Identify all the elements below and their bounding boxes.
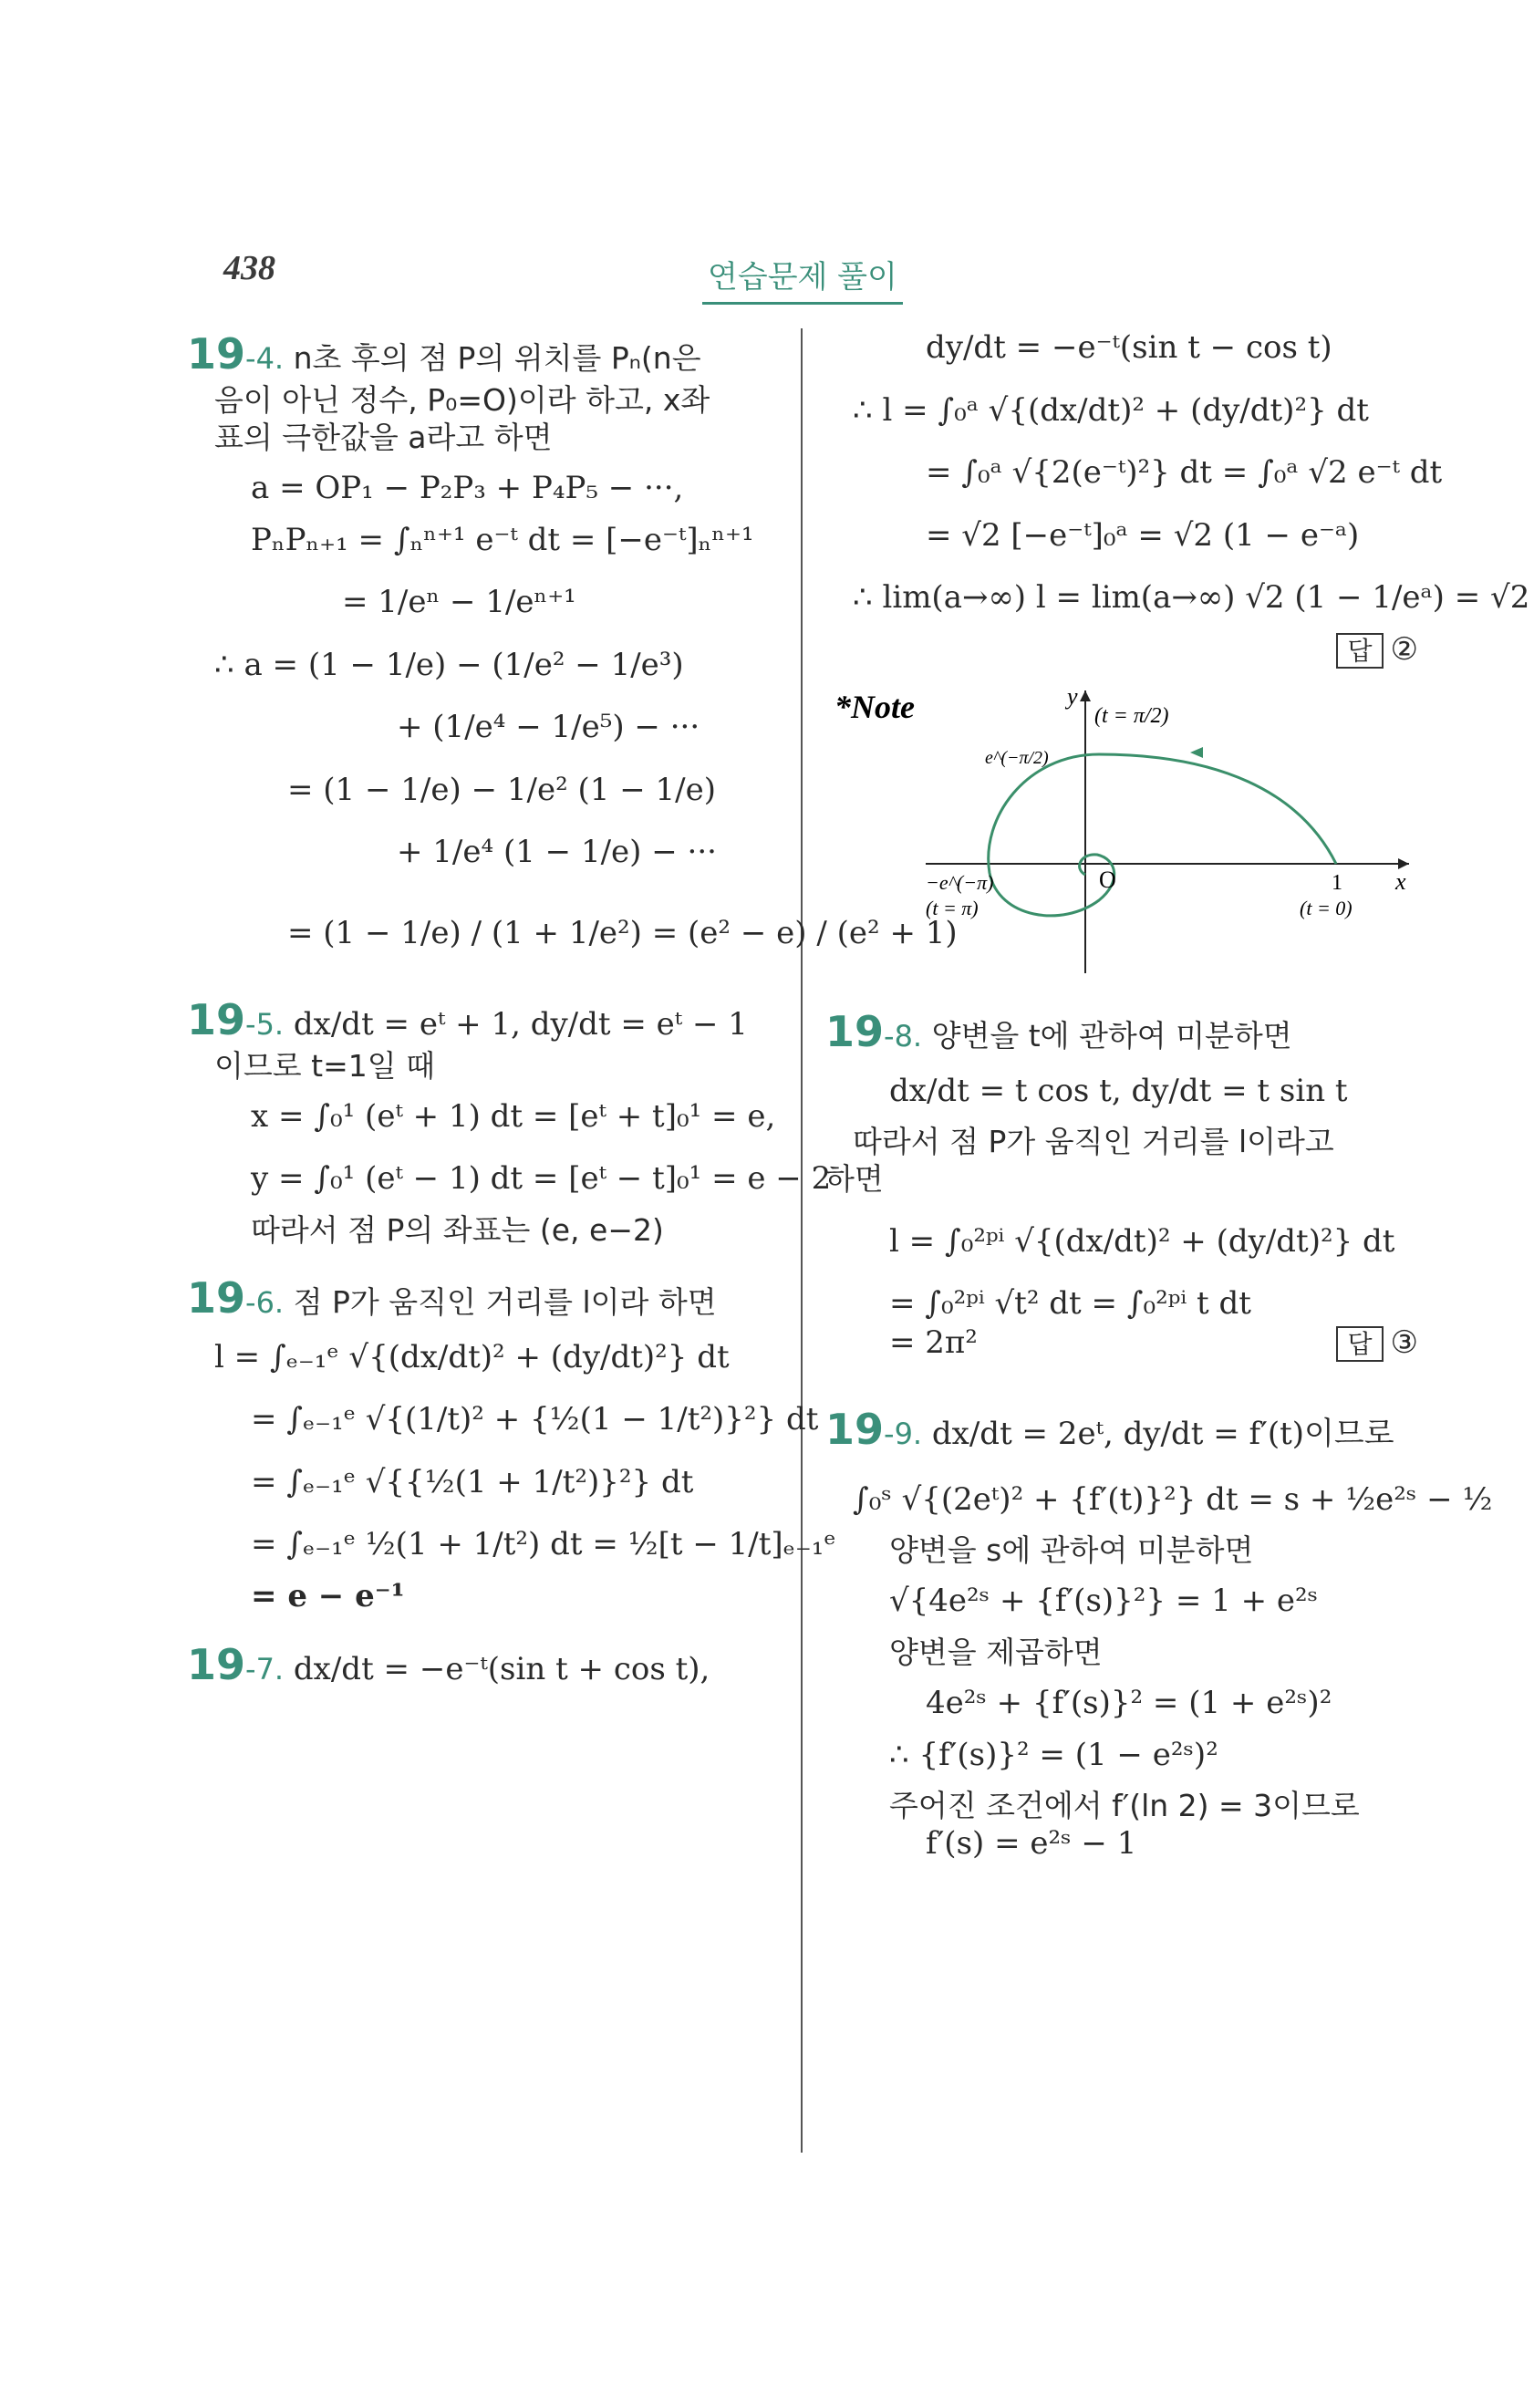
equation-line: ∴ lim(a→∞) l = lim(a→∞) √2 (1 − 1/eᵃ) = √2	[853, 579, 1530, 616]
problem-number-main: 19	[187, 329, 246, 379]
problem-19-6	[187, 1272, 836, 1615]
note-label: *Note	[834, 689, 915, 725]
solution-line: 이므로 t=1일 때	[214, 1047, 435, 1084]
equation-line: 4e²ˢ + {f′(s)}² = (1 + e²ˢ)²	[926, 1685, 1332, 1721]
equation-line: l = ∫ₑ₋₁ᵉ √{(dx/dt)² + (dy/dt)²} dt	[214, 1338, 730, 1375]
solution-line: 하면	[825, 1161, 884, 1198]
answer-label: 답	[1336, 633, 1383, 669]
problem-number-sub: -7.	[245, 1652, 285, 1687]
equation-line: = ∫ₑ₋₁ᵉ √{{½(1 + 1/t²)}²} dt	[251, 1463, 694, 1500]
equation-line: dx/dt = eᵗ + 1, dy/dt = eᵗ − 1	[293, 1006, 748, 1043]
problem-number-main: 19	[187, 1640, 246, 1689]
origin-label: O	[1099, 867, 1116, 893]
problem-19-9	[825, 1404, 1493, 1863]
equation-line: = e − e⁻¹	[251, 1577, 405, 1614]
problem-number-sub: -8.	[884, 1019, 923, 1054]
equation-line: = (1 − 1/e) / (1 + 1/e²) = (e² − e) / (e² + 1)	[287, 914, 958, 951]
problem-number	[187, 995, 284, 1044]
x-axis-label: x	[1395, 868, 1406, 895]
equation-line: ∫₀ˢ √{(2eᵗ)² + {f′(t)}²} dt = s + ½e²ˢ − ½	[853, 1480, 1493, 1518]
right-value-label: 1	[1332, 871, 1342, 895]
spiral-curve	[989, 754, 1336, 916]
equation-line: = ∫ₑ₋₁ᵉ √{(1/t)² + {½(1 − 1/t²)}²} dt	[251, 1401, 819, 1438]
solution-line: 따라서 점 P의 좌표는 (e, e−2)	[251, 1211, 664, 1248]
answer-row	[825, 630, 1418, 669]
equation-line: = √2 [−e⁻ᵗ]₀ᵃ = √2 (1 − e⁻ᵃ)	[926, 516, 1360, 554]
answer-value: ②	[1390, 630, 1418, 668]
y-axis-label: y	[1067, 683, 1078, 710]
equation-line: + (1/e⁴ − 1/e⁵) − ···	[397, 709, 700, 745]
equation-line: f′(s) = e²ˢ − 1	[926, 1825, 1137, 1863]
solution-line: 양변을 s에 관하여 미분하면	[889, 1532, 1254, 1568]
problem-number-sub: -4.	[245, 341, 285, 376]
note-graph	[825, 681, 1418, 982]
equation-line: = ∫₀ᵃ √{2(e⁻ᵗ)²} dt = ∫₀ᵃ √2 e⁻ᵗ dt	[926, 454, 1443, 491]
equation-line: ∴ a = (1 − 1/e) − (1/e² − 1/e³)	[214, 646, 684, 683]
equation-line: = 1/eⁿ − 1/eⁿ⁺¹	[342, 584, 576, 620]
right-column	[825, 328, 1530, 1863]
problem-19-8	[825, 1006, 1418, 1362]
solution-line: 점 P가 움직인 거리를 l이라 하면	[293, 1284, 717, 1320]
problem-number	[825, 1007, 922, 1056]
equation-line: √{4e²ˢ + {f′(s)}²} = 1 + e²ˢ	[889, 1583, 1319, 1620]
equation-line: dy/dt = −e⁻ᵗ(sin t − cos t)	[926, 329, 1332, 366]
solution-line: 표의 극한값을 a라고 하면	[214, 419, 553, 455]
equation-line: = ∫₀²ᵖⁱ √t² dt = ∫₀²ᵖⁱ t dt	[889, 1285, 1251, 1322]
right-param-label: (t = 0)	[1300, 897, 1353, 919]
problem-number-sub: -9.	[884, 1417, 923, 1451]
solution-line: 음이 아닌 정수, P₀=O)이라 하고, x좌	[214, 381, 710, 418]
equation-line: l = ∫₀²ᵖⁱ √{(dx/dt)² + (dy/dt)²} dt	[889, 1222, 1395, 1260]
equation-line: a = OP₁ − P₂P₃ + P₄P₅ − ···,	[251, 470, 684, 506]
equation-line: x = ∫₀¹ (eᵗ + 1) dt = [eᵗ + t]₀¹ = e,	[251, 1097, 776, 1135]
problem-number-main: 19	[187, 995, 246, 1044]
equation-line: dx/dt = 2eᵗ, dy/dt = f′(t)이므로	[931, 1416, 1394, 1452]
problem-19-7-continued	[825, 328, 1530, 669]
problem-19-5	[187, 994, 832, 1249]
left-param-label: (t = π)	[926, 897, 979, 919]
equation-line: + 1/e⁴ (1 − 1/e) − ···	[397, 834, 717, 870]
problem-number-main: 19	[825, 1405, 885, 1454]
answer-label: 답	[1336, 1326, 1383, 1362]
equation-line: = ∫ₑ₋₁ᵉ ½(1 + 1/t²) dt = ½[t − 1/t]ₑ₋₁ᵉ	[251, 1526, 836, 1562]
top-param-label: (t = π/2)	[1094, 704, 1169, 728]
problem-19-7	[187, 1639, 780, 1692]
equation-line: dx/dt = t cos t, dy/dt = t sin t	[889, 1072, 1348, 1109]
top-value-label: e^(−π/2)	[985, 748, 1049, 768]
y-axis-arrow-icon	[1080, 690, 1091, 701]
equation-result: = 2π²	[889, 1323, 978, 1361]
problem-number	[187, 329, 284, 379]
problem-number	[825, 1405, 922, 1454]
equation-line: y = ∫₀¹ (eᵗ − 1) dt = [eᵗ − t]₀¹ = e − 2	[251, 1160, 832, 1198]
page-number: 438	[223, 249, 275, 287]
column-divider	[801, 328, 803, 2153]
solution-line: 주어진 조건에서 f′(ln 2) = 3이므로	[889, 1788, 1360, 1823]
problem-number-sub: -6.	[245, 1285, 285, 1320]
problem-number	[187, 1640, 284, 1689]
answer-value: ③	[1390, 1323, 1418, 1361]
problem-number	[187, 1273, 284, 1323]
solution-line: 따라서 점 P가 움직인 거리를 l이라고	[853, 1124, 1334, 1159]
solution-line: 양변을 제곱하면	[889, 1634, 1103, 1670]
problem-number-main: 19	[825, 1007, 885, 1056]
section-title: 연습문제 풀이	[702, 252, 903, 305]
equation-line: = (1 − 1/e) − 1/e² (1 − 1/e)	[287, 771, 716, 808]
problem-number-main: 19	[187, 1273, 246, 1323]
solution-line: n초 후의 점 P의 위치를 Pₙ(n은	[293, 340, 701, 376]
left-value-label: −e^(−π)	[926, 871, 994, 894]
answer-row	[1336, 1323, 1418, 1363]
equation-line: dx/dt = −e⁻ᵗ(sin t + cos t),	[293, 1651, 710, 1687]
equation-line	[825, 1323, 1418, 1363]
equation-line: ∴ l = ∫₀ᵃ √{(dx/dt)² + (dy/dt)²} dt	[853, 391, 1369, 429]
direction-arrow-icon	[1190, 747, 1203, 758]
equation-line: ∴ {f′(s)}² = (1 − e²ˢ)²	[889, 1736, 1218, 1773]
spiral-graph	[825, 681, 1418, 982]
solution-line: 양변을 t에 관하여 미분하면	[931, 1018, 1292, 1054]
equation-line: PₙPₙ₊₁ = ∫ₙⁿ⁺¹ e⁻ᵗ dt = [−e⁻ᵗ]ₙⁿ⁺¹	[251, 521, 754, 558]
problem-number-sub: -5.	[245, 1007, 285, 1042]
